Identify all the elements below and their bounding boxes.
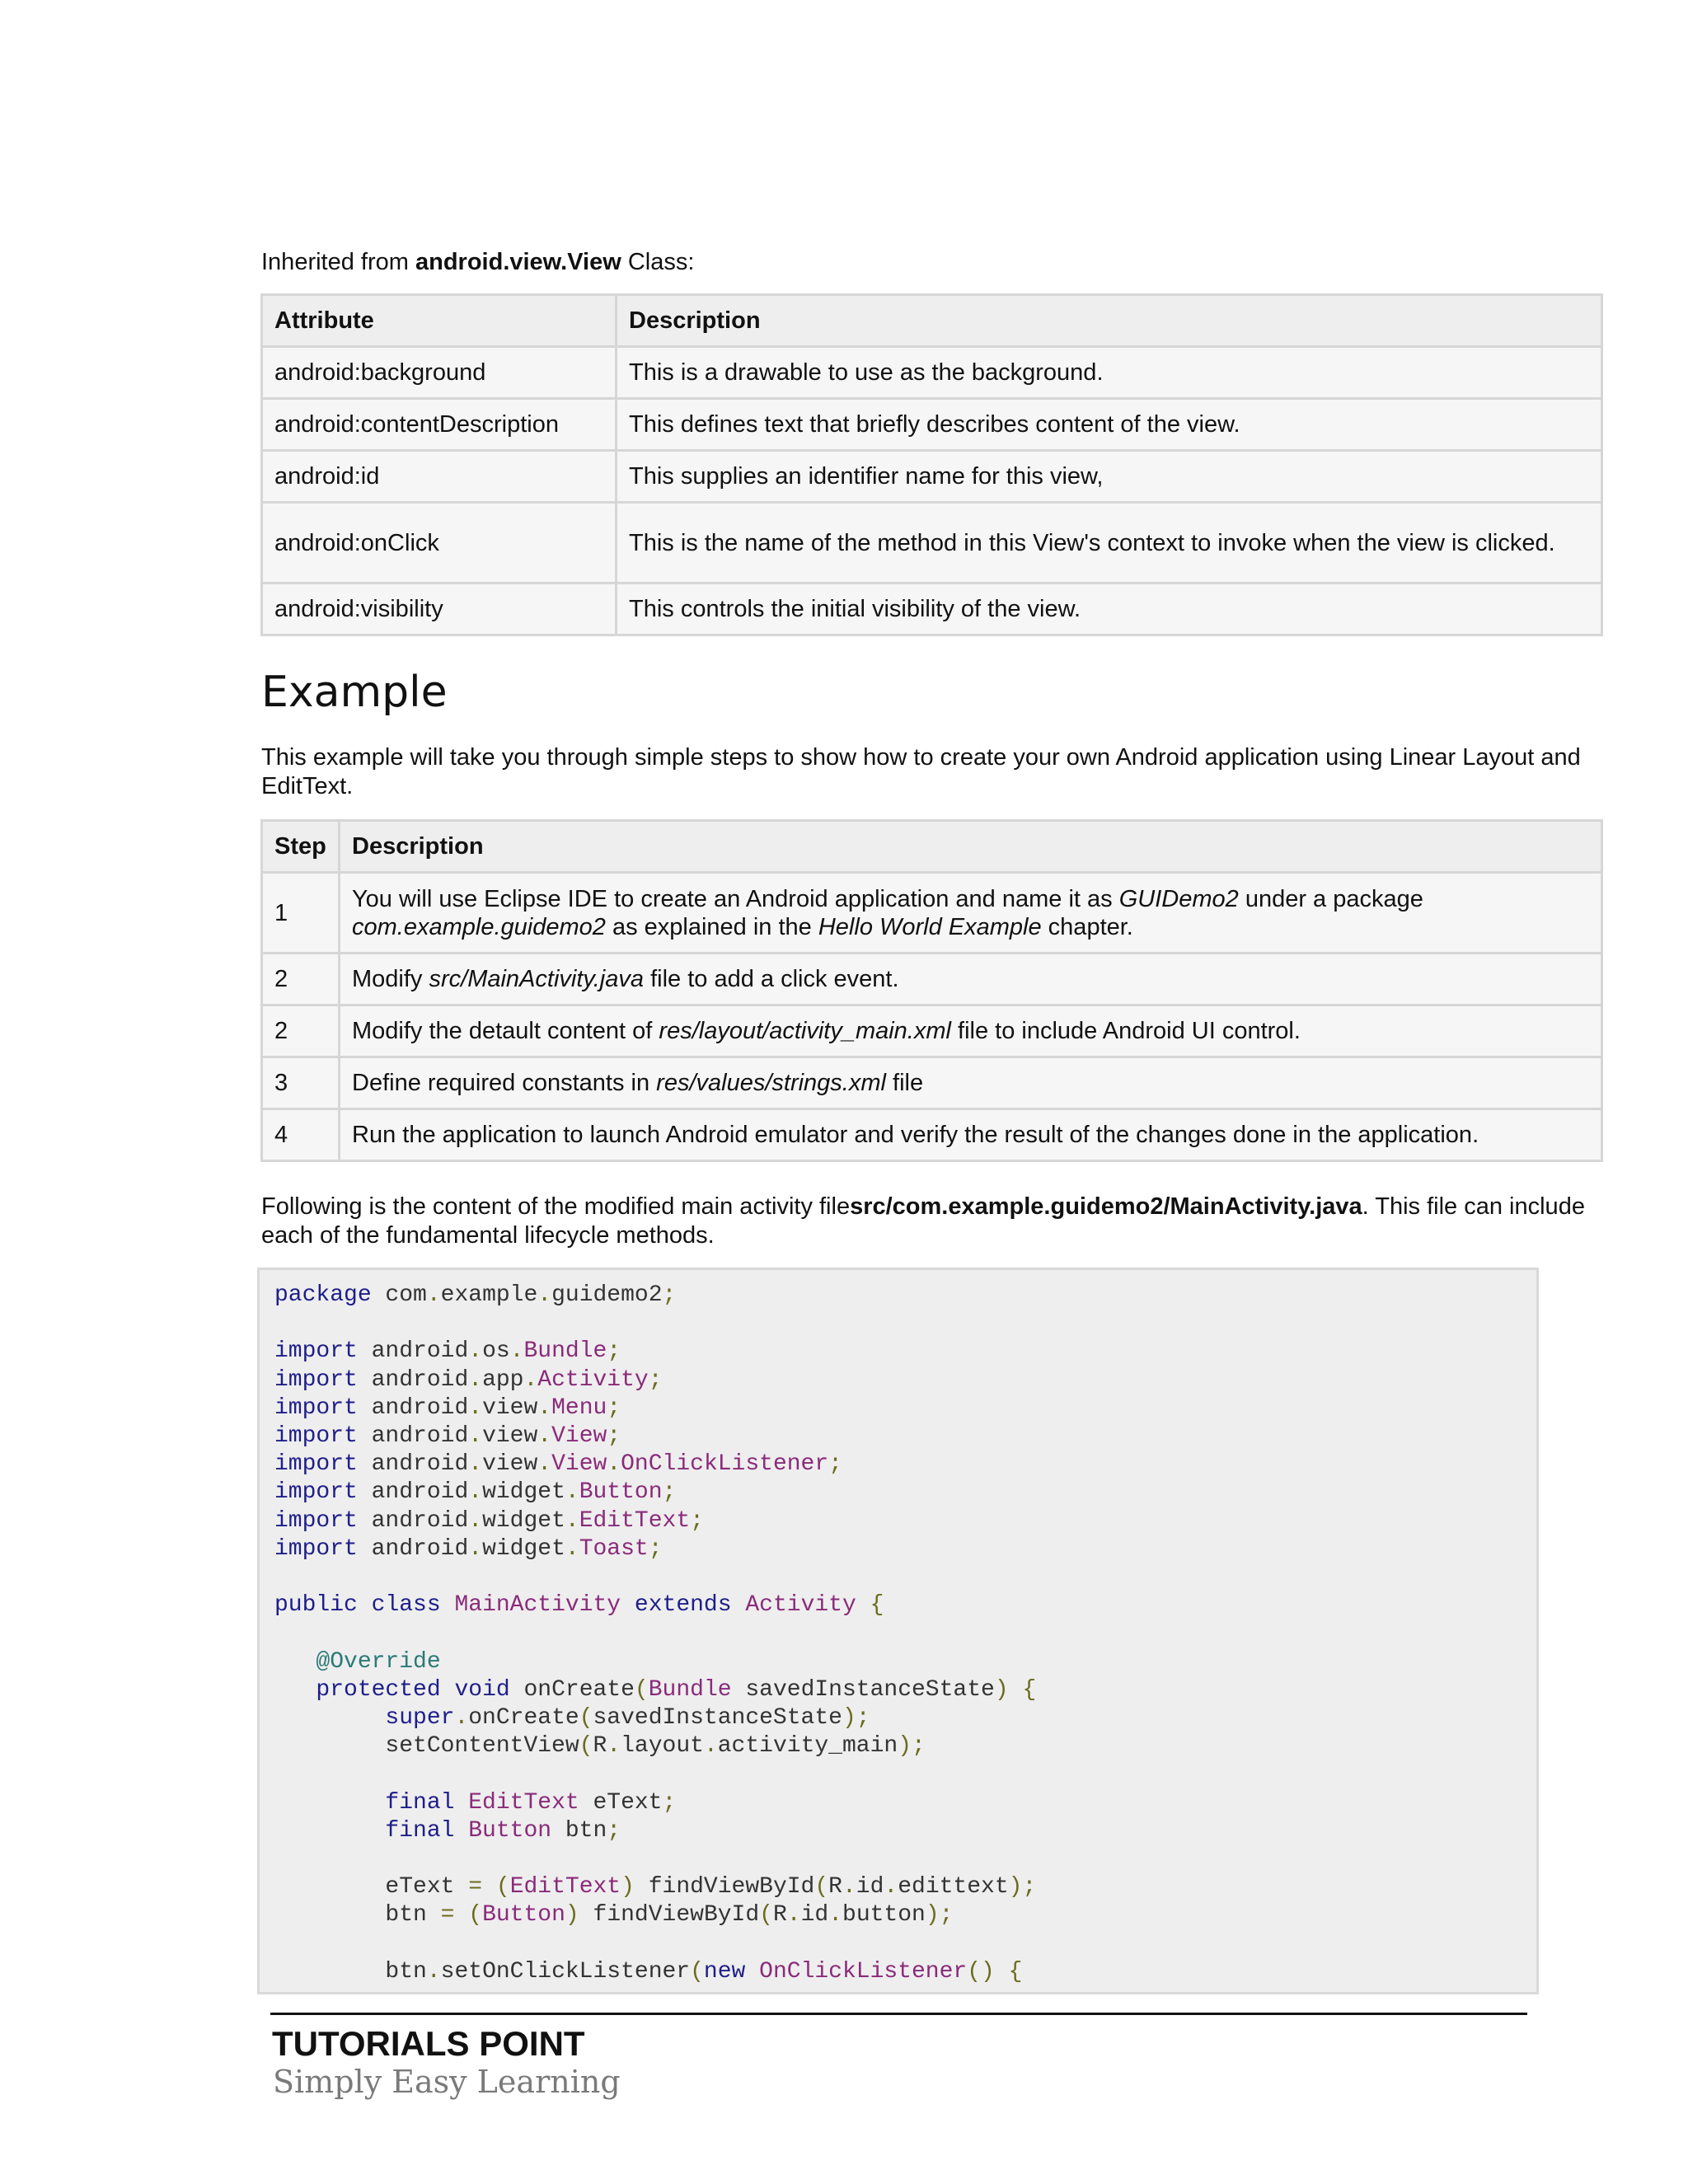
code-token bbox=[274, 1790, 385, 1816]
code-token: Button bbox=[468, 1817, 552, 1844]
code-token: onCreate bbox=[468, 1705, 579, 1732]
code-token bbox=[482, 1874, 496, 1900]
code-token: ; bbox=[648, 1366, 663, 1393]
code-token: com bbox=[371, 1282, 427, 1308]
code-token: extends bbox=[634, 1592, 732, 1619]
code-token: ) bbox=[565, 1902, 579, 1929]
code-token: ; bbox=[607, 1817, 621, 1844]
code-token: eText bbox=[274, 1874, 469, 1900]
attribute-cell: android:onClick bbox=[262, 503, 617, 583]
code-token: ; bbox=[607, 1423, 621, 1450]
code-token bbox=[274, 1705, 385, 1731]
text-fragment: You will use Eclipse IDE to create an Android application and name it as bbox=[352, 885, 1119, 912]
code-token: . bbox=[468, 1535, 483, 1562]
table-row bbox=[262, 583, 1602, 635]
code-token: ( bbox=[690, 1958, 704, 1985]
italic-text-fragment: Hello World Example bbox=[818, 913, 1042, 940]
code-token: id bbox=[800, 1902, 829, 1929]
code-token: ( bbox=[759, 1902, 773, 1929]
code-token: example bbox=[440, 1282, 538, 1308]
following-prefix: Following is the content of the modified main activity file bbox=[261, 1193, 851, 1220]
code-token: view bbox=[482, 1423, 538, 1450]
steps-table bbox=[260, 819, 1603, 1162]
code-token: { bbox=[1008, 1958, 1023, 1985]
code-token: btn bbox=[274, 1902, 441, 1929]
code-token: setOnClickListener bbox=[440, 1958, 691, 1985]
code-token: ( bbox=[814, 1874, 829, 1900]
code-token: findViewById bbox=[634, 1874, 815, 1900]
code-token: public bbox=[274, 1592, 358, 1619]
code-token bbox=[358, 1592, 372, 1618]
code-token: . bbox=[468, 1366, 483, 1393]
code-line bbox=[274, 1394, 1536, 1422]
code-token: EditText bbox=[579, 1507, 691, 1534]
code-token bbox=[995, 1959, 1009, 1985]
column-header-description: Description bbox=[340, 821, 1602, 873]
code-token: view bbox=[482, 1451, 538, 1478]
code-token: . bbox=[426, 1958, 441, 1985]
code-token: edittext bbox=[898, 1874, 1009, 1900]
footer-divider bbox=[270, 2013, 1527, 2015]
text-fragment: file to add a click event. bbox=[644, 966, 899, 992]
text-fragment: file bbox=[885, 1070, 924, 1096]
step-number-cell: 4 bbox=[262, 1109, 340, 1161]
code-line bbox=[274, 1845, 1536, 1873]
table-row bbox=[262, 1109, 1602, 1161]
code-token: . bbox=[828, 1902, 843, 1929]
code-token: Activity bbox=[537, 1366, 649, 1393]
code-line bbox=[274, 1563, 1536, 1591]
table-row bbox=[262, 873, 1602, 954]
code-token: import bbox=[274, 1394, 358, 1421]
code-token bbox=[745, 1959, 759, 1985]
code-token: import bbox=[274, 1366, 358, 1393]
code-token: ; bbox=[662, 1282, 677, 1308]
attribute-cell: android:id bbox=[262, 451, 617, 503]
code-token: . bbox=[565, 1479, 579, 1506]
code-token: ( bbox=[579, 1705, 593, 1732]
code-token: ( bbox=[468, 1902, 483, 1929]
code-token: android bbox=[357, 1394, 469, 1421]
code-token: Menu bbox=[551, 1394, 607, 1421]
code-line bbox=[274, 1619, 1536, 1647]
code-line bbox=[274, 1789, 1536, 1817]
code-token: . bbox=[537, 1423, 552, 1450]
code-token: ; bbox=[662, 1789, 677, 1816]
code-token: android bbox=[357, 1338, 469, 1365]
file-name: src/com.example.guidemo2/MainActivity.java bbox=[850, 1193, 1362, 1220]
code-token: void bbox=[454, 1676, 510, 1703]
code-token: R bbox=[772, 1902, 787, 1929]
code-line bbox=[274, 1958, 1536, 1986]
code-token: Button bbox=[482, 1902, 565, 1929]
following-suffix: . This file can include each of the fundamental lifecycle methods. bbox=[261, 1193, 1585, 1249]
code-token: { bbox=[1022, 1676, 1037, 1703]
step-description-cell bbox=[340, 954, 1602, 1005]
code-token: view bbox=[482, 1394, 538, 1421]
code-token: . bbox=[468, 1423, 483, 1450]
code-token: R bbox=[828, 1874, 842, 1900]
description-cell: This is a drawable to use as the background. bbox=[617, 347, 1602, 399]
code-token: setContentView bbox=[274, 1733, 579, 1760]
code-token: . bbox=[607, 1733, 621, 1760]
code-token: () bbox=[967, 1958, 995, 1985]
code-token: android bbox=[357, 1507, 469, 1534]
step-description-cell bbox=[340, 1057, 1602, 1109]
code-line bbox=[274, 1676, 1536, 1704]
code-token: . bbox=[786, 1902, 801, 1929]
code-token: import bbox=[274, 1451, 358, 1478]
code-token: widget bbox=[482, 1479, 565, 1506]
italic-text-fragment: res/layout/activity_main.xml bbox=[659, 1018, 951, 1044]
code-token: eText bbox=[579, 1789, 663, 1816]
table-row bbox=[262, 399, 1602, 451]
code-token: import bbox=[274, 1507, 358, 1534]
code-token: Toast bbox=[579, 1535, 649, 1562]
table-row bbox=[262, 451, 1602, 503]
intro-prefix: Inherited from bbox=[261, 249, 415, 275]
code-token: OnClickListener bbox=[621, 1451, 829, 1478]
code-token: ); bbox=[925, 1902, 954, 1929]
code-token: final bbox=[385, 1817, 455, 1844]
code-token: import bbox=[274, 1535, 358, 1562]
code-token: = bbox=[440, 1902, 455, 1929]
code-token: new bbox=[703, 1958, 746, 1985]
attribute-cell: android:visibility bbox=[262, 583, 617, 635]
code-token: package bbox=[274, 1282, 372, 1308]
example-heading: Example bbox=[261, 668, 448, 717]
footer-title: TUTORIALS POINT bbox=[272, 2024, 585, 2063]
code-line bbox=[274, 1732, 1536, 1760]
table-row bbox=[262, 1057, 1602, 1109]
code-token bbox=[1009, 1677, 1023, 1703]
code-token: activity_main bbox=[717, 1733, 898, 1760]
code-token: super bbox=[385, 1705, 455, 1732]
code-token: Bundle bbox=[648, 1676, 732, 1703]
code-token: findViewById bbox=[579, 1902, 760, 1929]
italic-text-fragment: com.example.guidemo2 bbox=[352, 913, 606, 940]
code-token: ( bbox=[495, 1874, 510, 1900]
code-token: . bbox=[884, 1874, 898, 1900]
code-token: android bbox=[357, 1366, 469, 1393]
code-token: . bbox=[468, 1451, 483, 1478]
code-token: Activity bbox=[745, 1592, 856, 1619]
italic-text-fragment: src/MainActivity.java bbox=[429, 966, 645, 992]
code-token bbox=[454, 1902, 468, 1928]
code-token: ; bbox=[607, 1394, 621, 1421]
description-cell: This supplies an identifier name for this view, bbox=[617, 451, 1602, 503]
example-description: This example will take you through simple steps to show how to create your own Android application using Linear Layout and EditText. bbox=[261, 744, 1581, 799]
code-token: { bbox=[870, 1592, 884, 1619]
code-token: . bbox=[523, 1366, 538, 1393]
attribute-cell: android:contentDescription bbox=[262, 399, 617, 451]
table-header-row bbox=[262, 295, 1602, 347]
code-token: import bbox=[274, 1423, 358, 1450]
code-token: os bbox=[482, 1338, 510, 1365]
code-token bbox=[441, 1592, 455, 1618]
code-token: app bbox=[482, 1366, 524, 1393]
code-token: ; bbox=[662, 1479, 677, 1506]
code-token: . bbox=[537, 1394, 552, 1421]
attribute-cell: android:background bbox=[262, 347, 617, 399]
code-token: widget bbox=[482, 1535, 565, 1562]
text-fragment: as explained in the bbox=[605, 913, 818, 940]
code-token: ); bbox=[898, 1733, 926, 1760]
attributes-table bbox=[260, 293, 1603, 636]
following-paragraph bbox=[261, 1193, 1613, 1250]
code-token: . bbox=[468, 1507, 483, 1534]
text-fragment: chapter. bbox=[1041, 913, 1133, 940]
code-token: final bbox=[385, 1789, 455, 1816]
intro-class-name: android.view.View bbox=[415, 249, 621, 275]
code-token bbox=[621, 1592, 635, 1618]
code-token: . bbox=[537, 1282, 552, 1308]
code-token bbox=[454, 1818, 468, 1844]
code-listing bbox=[260, 1270, 1536, 1986]
code-token: ; bbox=[607, 1338, 621, 1365]
code-line bbox=[274, 1422, 1536, 1451]
code-token bbox=[441, 1677, 455, 1703]
code-token: . bbox=[468, 1394, 483, 1421]
text-fragment: Modify the detault content of bbox=[352, 1018, 659, 1044]
description-cell: This controls the initial visibility of the view. bbox=[617, 583, 1602, 635]
code-token: EditText bbox=[509, 1874, 621, 1900]
code-line bbox=[274, 1873, 1536, 1901]
code-line bbox=[274, 1704, 1536, 1732]
text-fragment: file to include Android UI control. bbox=[950, 1018, 1301, 1044]
italic-text-fragment: GUIDemo2 bbox=[1118, 885, 1239, 912]
step-number-cell: 3 bbox=[262, 1057, 340, 1109]
code-token: . bbox=[509, 1338, 524, 1365]
table-header-row bbox=[262, 821, 1602, 873]
code-token: = bbox=[468, 1874, 483, 1900]
description-cell: This defines text that briefly describes content of the view. bbox=[617, 399, 1602, 451]
code-token: ; bbox=[690, 1507, 704, 1534]
table-row bbox=[262, 1005, 1602, 1057]
code-token: ( bbox=[579, 1733, 593, 1760]
code-token: protected bbox=[316, 1676, 441, 1703]
step-description-cell bbox=[340, 1109, 1602, 1161]
code-line bbox=[274, 1591, 1536, 1619]
table-row bbox=[262, 954, 1602, 1005]
italic-text-fragment: res/values/strings.xml bbox=[656, 1070, 886, 1096]
code-token bbox=[274, 1818, 385, 1844]
code-line bbox=[274, 1930, 1536, 1958]
code-token bbox=[274, 1677, 316, 1703]
code-token: btn bbox=[274, 1958, 427, 1985]
code-token: MainActivity bbox=[454, 1592, 621, 1619]
table-row bbox=[262, 503, 1602, 583]
code-line bbox=[274, 1817, 1536, 1845]
code-token: btn bbox=[551, 1817, 607, 1844]
code-token: android bbox=[357, 1423, 469, 1450]
column-header-description: Description bbox=[617, 295, 1602, 347]
code-token bbox=[274, 1649, 316, 1675]
code-line bbox=[274, 1535, 1536, 1563]
step-number-cell: 2 bbox=[262, 1005, 340, 1057]
code-token: android bbox=[357, 1479, 469, 1506]
code-token: View bbox=[551, 1423, 607, 1450]
code-block bbox=[257, 1268, 1539, 1994]
code-token: ); bbox=[842, 1705, 870, 1732]
code-token: View bbox=[551, 1451, 607, 1478]
code-token: import bbox=[274, 1338, 358, 1365]
code-token: . bbox=[537, 1451, 552, 1478]
code-token: ) bbox=[994, 1676, 1009, 1703]
code-token: savedInstanceState bbox=[593, 1705, 842, 1732]
code-token bbox=[454, 1790, 468, 1816]
code-line bbox=[274, 1479, 1536, 1507]
text-fragment: under a package bbox=[1238, 885, 1423, 912]
code-token: button bbox=[842, 1902, 926, 1929]
footer-subtitle: Simply Easy Learning bbox=[273, 2064, 621, 2100]
code-token: ) bbox=[621, 1874, 635, 1900]
code-line bbox=[274, 1648, 1536, 1676]
code-line bbox=[274, 1310, 1536, 1338]
code-line bbox=[274, 1901, 1536, 1929]
code-token: android bbox=[357, 1451, 469, 1478]
code-token: . bbox=[565, 1535, 579, 1562]
code-token: ; bbox=[828, 1451, 842, 1478]
table-row bbox=[262, 347, 1602, 399]
code-token: class bbox=[371, 1592, 441, 1619]
code-token: import bbox=[274, 1479, 358, 1506]
step-description-cell bbox=[340, 1005, 1602, 1057]
column-header-attribute: Attribute bbox=[262, 295, 617, 347]
code-token: ); bbox=[1008, 1874, 1037, 1900]
code-token: . bbox=[565, 1507, 579, 1534]
intro-line bbox=[261, 247, 694, 277]
description-cell: This is the name of the method in this View's context to invoke when the view is clicked. bbox=[617, 503, 1602, 583]
code-token: ( bbox=[634, 1676, 649, 1703]
code-token: @Override bbox=[316, 1648, 441, 1675]
code-token: android bbox=[357, 1535, 469, 1562]
code-token: . bbox=[426, 1282, 441, 1308]
code-token: layout bbox=[621, 1733, 704, 1760]
code-token bbox=[856, 1592, 870, 1618]
code-token: id bbox=[856, 1874, 884, 1900]
code-token: ; bbox=[648, 1535, 663, 1562]
step-number-cell: 1 bbox=[262, 873, 340, 954]
text-fragment: Run the application to launch Android emulator and verify the result of the changes done in the application. bbox=[352, 1122, 1479, 1148]
text-fragment: Define required constants in bbox=[352, 1070, 657, 1096]
intro-suffix: Class: bbox=[621, 249, 695, 275]
code-token: . bbox=[454, 1705, 469, 1732]
text-fragment: Modify bbox=[352, 966, 429, 992]
step-description-cell bbox=[340, 873, 1602, 954]
code-token: . bbox=[607, 1451, 621, 1478]
code-token: R bbox=[593, 1733, 607, 1760]
code-line bbox=[274, 1507, 1536, 1535]
code-token bbox=[732, 1592, 746, 1618]
code-token: . bbox=[842, 1874, 856, 1900]
code-token: guidemo2 bbox=[551, 1282, 663, 1308]
column-header-step: Step bbox=[262, 821, 340, 873]
code-token: onCreate bbox=[509, 1676, 635, 1703]
code-line bbox=[274, 1282, 1536, 1310]
step-number-cell: 2 bbox=[262, 954, 340, 1005]
code-token: . bbox=[468, 1479, 483, 1506]
code-token: EditText bbox=[468, 1789, 579, 1816]
code-token: savedInstanceState bbox=[731, 1676, 995, 1703]
code-token: Button bbox=[579, 1479, 663, 1506]
code-token: . bbox=[703, 1733, 718, 1760]
code-line bbox=[274, 1760, 1536, 1788]
code-line bbox=[274, 1366, 1536, 1394]
code-line bbox=[274, 1451, 1536, 1479]
code-token: . bbox=[468, 1338, 483, 1365]
code-line bbox=[274, 1338, 1536, 1366]
code-token: OnClickListener bbox=[759, 1958, 968, 1985]
code-token: Bundle bbox=[523, 1338, 607, 1365]
code-token: widget bbox=[482, 1507, 565, 1534]
